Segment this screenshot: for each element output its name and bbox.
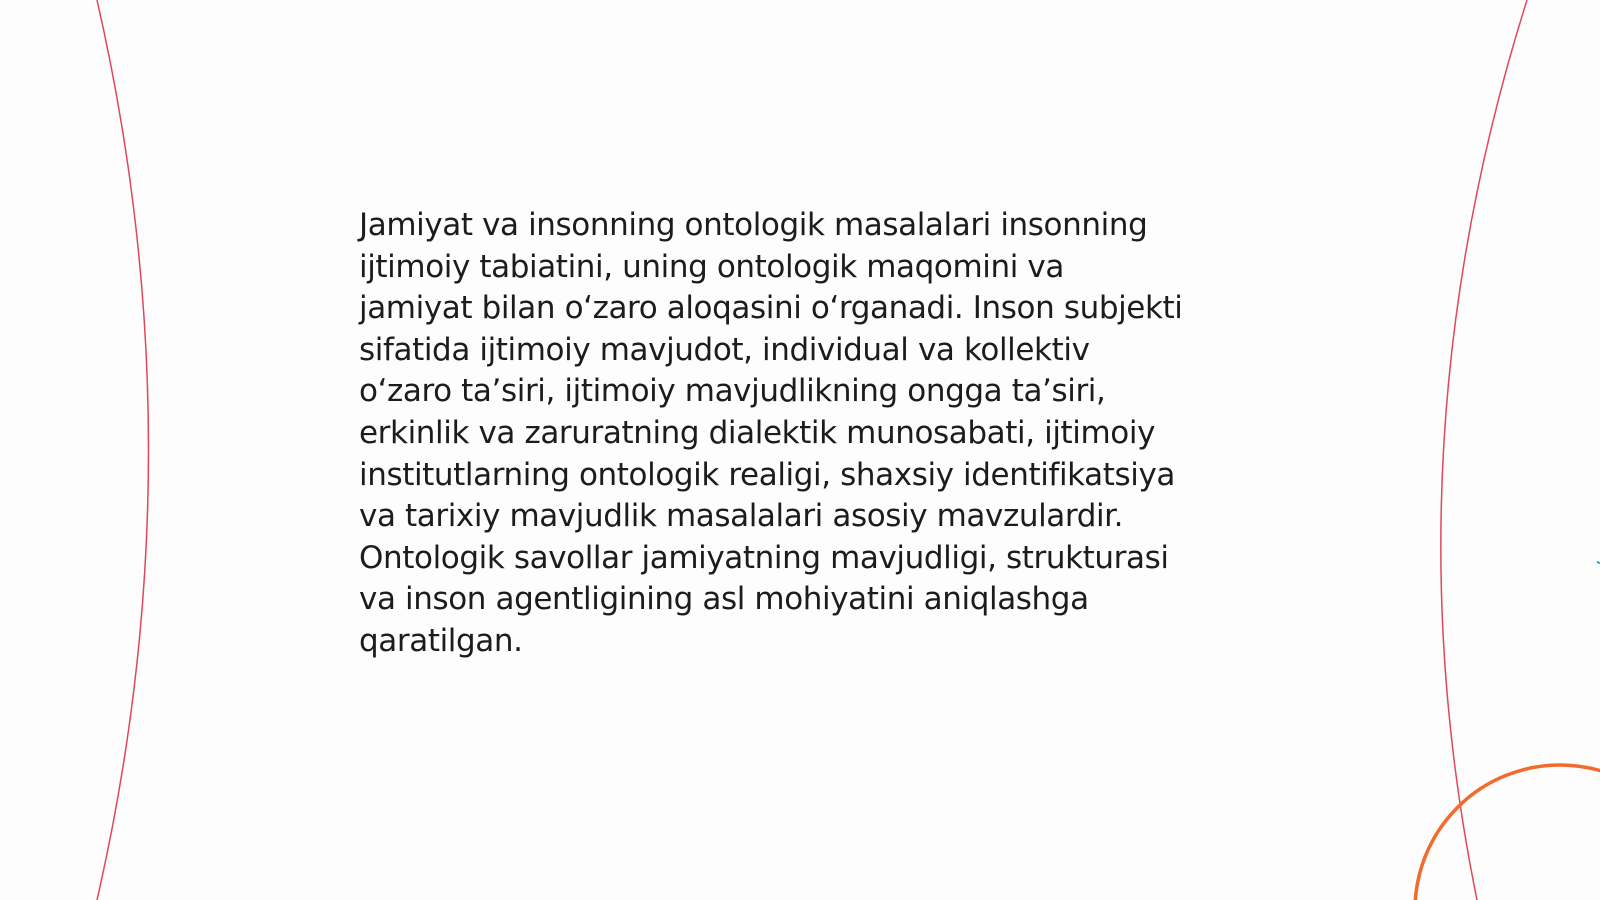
- body-paragraph: [359, 205, 1259, 663]
- paragraph-line: o‘zaro ta’siri, ijtimoiy mavjudlikning ongga ta’siri,: [359, 373, 1106, 410]
- paragraph-line: ijtimoiy tabiatini, uning ontologik maqomini va: [359, 248, 1064, 285]
- paragraph-line: jamiyat bilan o‘zaro aloqasini o‘rganadi. Inson subjekti: [359, 290, 1183, 327]
- left-arc: [97, 0, 149, 900]
- paragraph-line: va tarixiy mavjudlik masalalari asosiy mavzulardir.: [359, 498, 1124, 535]
- paragraph-line: erkinlik va zaruratning dialektik munosabati, ijtimoiy: [359, 414, 1156, 451]
- paragraph-line: Ontologik savollar jamiyatning mavjudligi, strukturasi: [359, 539, 1169, 576]
- paragraph-line: va inson agentligining asl mohiyatini aniqlashga: [359, 581, 1089, 618]
- right-arc: [1441, 0, 1527, 900]
- corner-circle: [1415, 765, 1600, 900]
- paragraph-line: qaratilgan.: [359, 622, 523, 659]
- paragraph-line: institutlarning ontologik realigi, shaxsiy identifikatsiya: [359, 456, 1176, 493]
- paragraph-line: Jamiyat va insonning ontologik masalalari insonning: [359, 207, 1148, 243]
- paragraph-line: sifatida ijtimoiy mavjudot, individual va kollektiv: [359, 331, 1090, 368]
